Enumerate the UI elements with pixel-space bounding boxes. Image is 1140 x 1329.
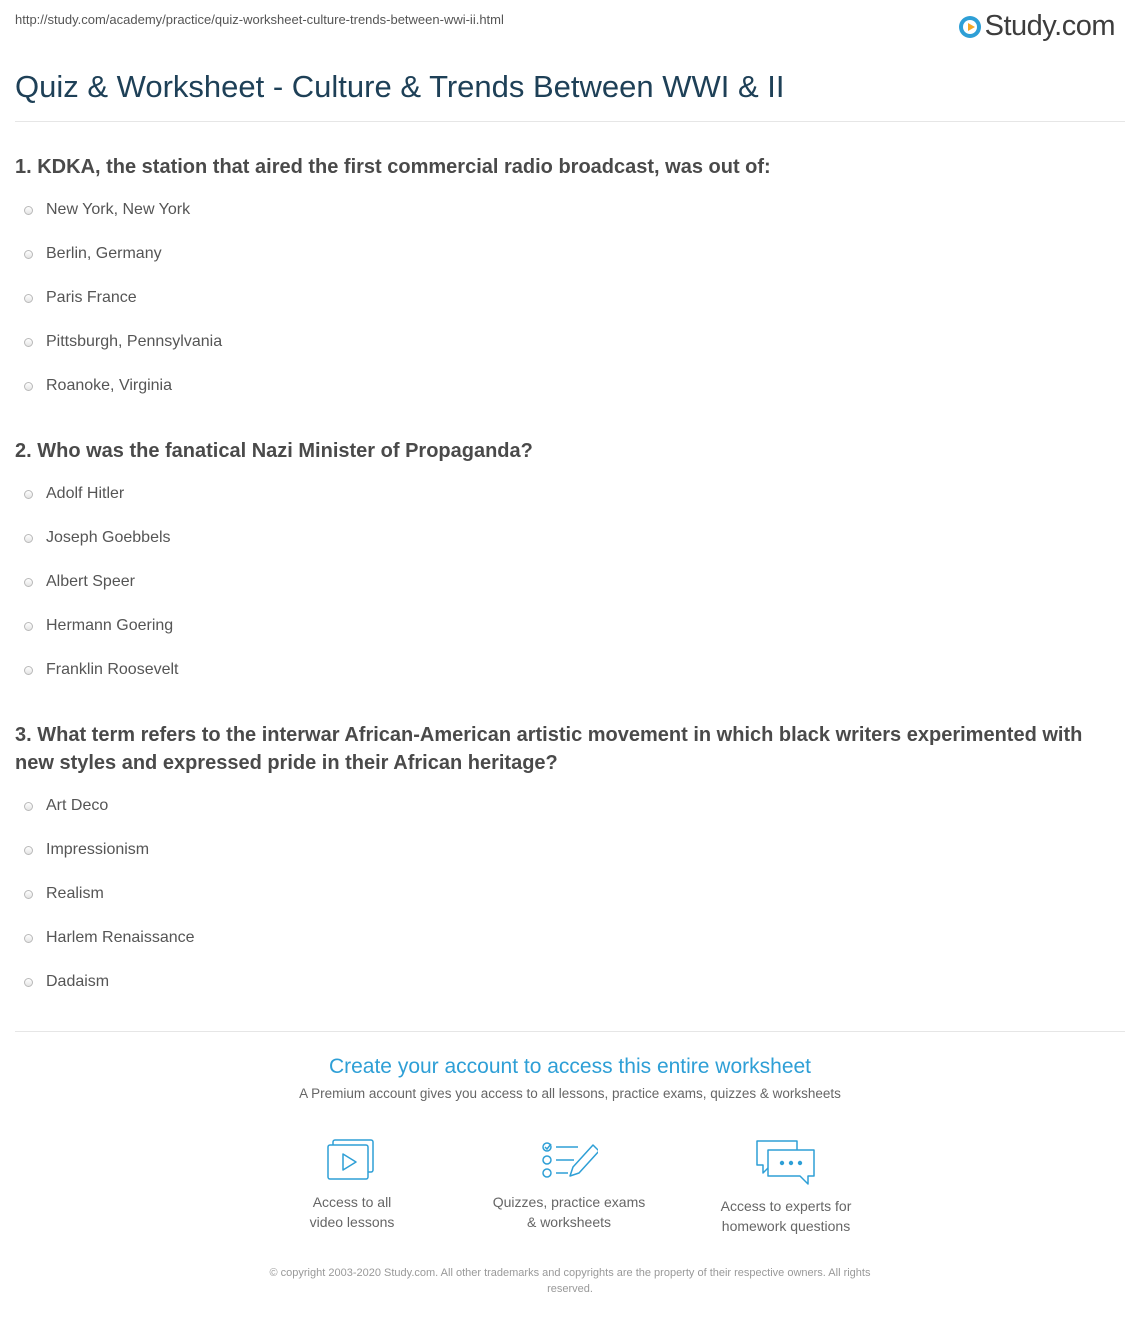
radio-button-icon[interactable]	[24, 294, 33, 303]
answer-option[interactable]	[15, 648, 1015, 692]
answer-option-label: Franklin Roosevelt	[46, 661, 179, 678]
answer-option[interactable]	[15, 516, 1015, 560]
video-lessons-icon	[325, 1138, 379, 1184]
radio-button-icon[interactable]	[24, 250, 33, 259]
question-3-text: 3. What term refers to the interwar African-American artistic movement in which black writers experimented with new styles and expressed pride in their African heritage?	[15, 724, 1083, 774]
answer-option-label: New York, New York	[46, 201, 191, 218]
radio-button-icon[interactable]	[24, 382, 33, 391]
radio-button-icon[interactable]	[24, 622, 33, 631]
answer-option[interactable]	[15, 828, 1015, 872]
answer-option[interactable]	[15, 188, 1015, 232]
answer-option-label: Albert Speer	[46, 573, 135, 590]
quiz-checklist-icon	[540, 1138, 598, 1184]
answer-option[interactable]	[15, 960, 1015, 1004]
radio-button-icon[interactable]	[24, 934, 33, 943]
radio-button-icon[interactable]	[24, 490, 33, 499]
page-url: http://study.com/academy/practice/quiz-worksheet-culture-trends-between-wwi-ii.html	[15, 12, 504, 27]
cta-divider	[15, 1031, 1125, 1032]
answer-option-label: Dadaism	[46, 973, 110, 990]
answer-option-label: Pittsburgh, Pennsylvania	[46, 333, 223, 350]
feature-video-line2: video lessons	[309, 1214, 395, 1230]
answer-option[interactable]	[15, 276, 1015, 320]
study-logo[interactable]	[959, 10, 1115, 43]
question-1-text: 1. KDKA, the station that aired the first commercial radio broadcast, was out of:	[15, 156, 771, 178]
radio-button-icon[interactable]	[24, 890, 33, 899]
answer-option[interactable]	[15, 604, 1015, 648]
radio-button-icon[interactable]	[24, 666, 33, 675]
question-2-text: 2. Who was the fanatical Nazi Minister of Propaganda?	[15, 440, 533, 462]
answer-option[interactable]	[15, 560, 1015, 604]
feature-experts-line2: homework questions	[721, 1218, 851, 1234]
question-3-options	[15, 784, 1015, 1004]
create-account-link[interactable]: Create your account to access this entire worksheet	[328, 1055, 812, 1078]
radio-button-icon[interactable]	[24, 578, 33, 587]
feature-video-line1: Access to all	[312, 1194, 392, 1210]
answer-option-label: Roanoke, Virginia	[46, 377, 173, 394]
answer-option[interactable]	[15, 232, 1015, 276]
copyright-line-1: © copyright 2003-2020 Study.com. All other trademarks and copyrights are the property of their respective owners. All rights	[269, 1267, 871, 1279]
radio-button-icon[interactable]	[24, 802, 33, 811]
question-1-options	[15, 188, 1015, 408]
answer-option[interactable]	[15, 784, 1015, 828]
question-2-options	[15, 472, 1015, 692]
title-divider	[15, 121, 1125, 122]
feature-quizzes-line1: Quizzes, practice exams	[492, 1194, 646, 1210]
answer-option[interactable]	[15, 472, 1015, 516]
answer-option-label: Adolf Hitler	[46, 485, 125, 502]
answer-option[interactable]	[15, 364, 1015, 408]
answer-option[interactable]	[15, 872, 1015, 916]
feature-quizzes	[469, 1138, 669, 1232]
answer-option-label: Joseph Goebbels	[46, 529, 171, 546]
study-logo-text: Study.com	[984, 10, 1115, 42]
feature-video-lessons	[252, 1138, 452, 1232]
answer-option[interactable]	[15, 916, 1015, 960]
expert-chat-icon	[754, 1138, 818, 1188]
answer-option-label: Hermann Goering	[46, 617, 174, 634]
premium-description: A Premium account gives you access to all lessons, practice exams, quizzes & worksheets	[299, 1086, 841, 1101]
radio-button-icon[interactable]	[24, 534, 33, 543]
answer-option-label: Berlin, Germany	[46, 245, 162, 262]
radio-button-icon[interactable]	[24, 338, 33, 347]
copyright-line-2: reserved.	[547, 1283, 593, 1295]
radio-button-icon[interactable]	[24, 846, 33, 855]
answer-option-label: Art Deco	[46, 797, 109, 814]
answer-option-label: Impressionism	[46, 841, 150, 858]
feature-quizzes-line2: & worksheets	[526, 1214, 612, 1230]
radio-button-icon[interactable]	[24, 978, 33, 987]
answer-option-label: Paris France	[46, 289, 137, 306]
page-title: Quiz & Worksheet - Culture & Trends Between WWI & II	[15, 69, 785, 104]
copyright-notice	[215, 1265, 925, 1297]
radio-button-icon[interactable]	[24, 206, 33, 215]
feature-experts-line1: Access to experts for	[720, 1198, 852, 1214]
study-logo-icon	[959, 16, 981, 38]
answer-option-label: Realism	[46, 885, 104, 902]
answer-option[interactable]	[15, 320, 1015, 364]
answer-option-label: Harlem Renaissance	[46, 929, 195, 946]
feature-experts	[686, 1138, 886, 1236]
top-bar	[15, 10, 1125, 44]
